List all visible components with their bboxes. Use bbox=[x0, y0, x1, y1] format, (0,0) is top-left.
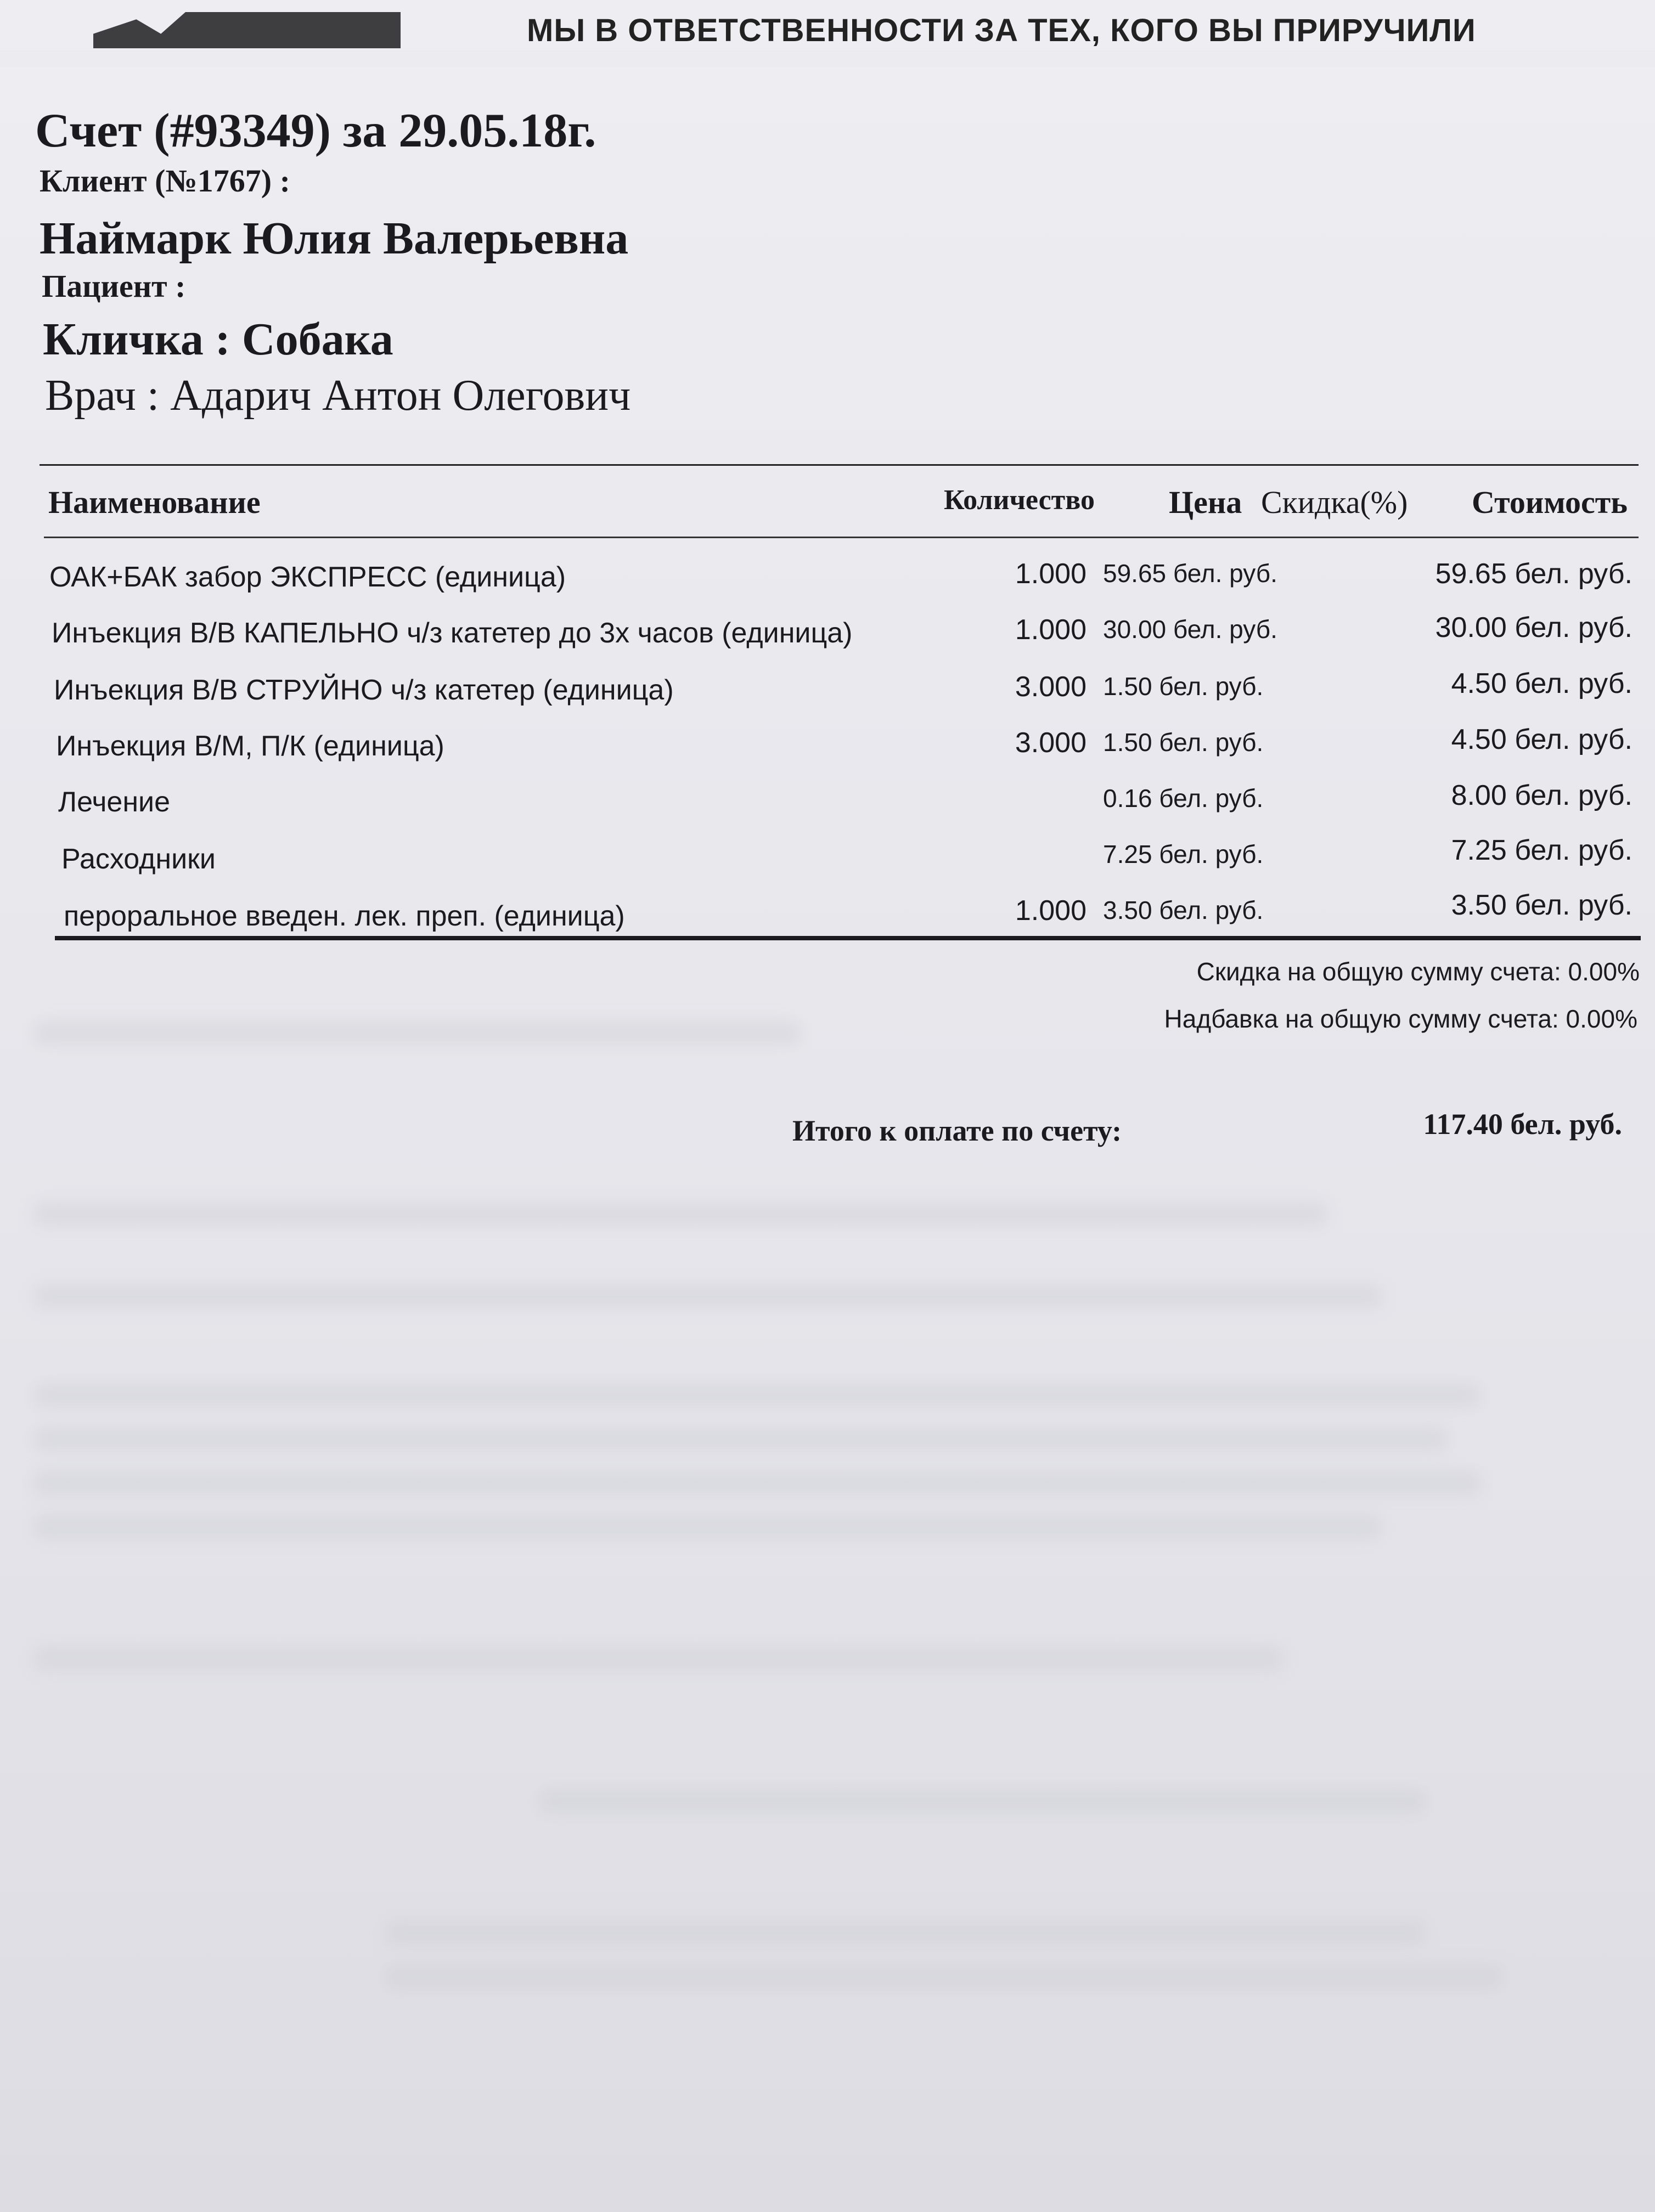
show-through-text bbox=[33, 1383, 1482, 1408]
patient-label: Пациент : bbox=[42, 268, 186, 304]
row-item-name: Лечение bbox=[58, 786, 171, 818]
row-item-name: Инъекция В/М, П/К (единица) bbox=[56, 730, 444, 762]
show-through-text bbox=[538, 1788, 1427, 1814]
discount-summary: Скидка на общую сумму счета: 0.00% bbox=[1196, 957, 1640, 986]
row-price: 3.50 бел. руб. bbox=[1103, 896, 1264, 924]
header-cost: Стоимость bbox=[1472, 484, 1628, 520]
row-cost: 3.50 бел. руб. bbox=[1451, 889, 1633, 921]
invoice-title: Счет (#93349) за 29.05.18г. bbox=[35, 104, 596, 157]
row-qty: 3.000 bbox=[1015, 727, 1087, 759]
row-price: 7.25 бел. руб. bbox=[1103, 840, 1264, 868]
row-cost: 30.00 бел. руб. bbox=[1435, 612, 1633, 644]
client-name: Наймарк Юлия Валерьевна bbox=[40, 213, 629, 264]
row-cost: 4.50 бел. руб. bbox=[1451, 724, 1633, 755]
clinic-slogan: МЫ В ОТВЕТСТВЕННОСТИ ЗА ТЕХ, КОГО ВЫ ПРИРУЧИЛИ bbox=[527, 13, 1476, 48]
show-through-text bbox=[33, 1646, 1284, 1671]
show-through-text bbox=[384, 1964, 1504, 1989]
row-price: 30.00 бел. руб. bbox=[1103, 615, 1277, 644]
row-item-name: Инъекция В/В КАПЕЛЬНО ч/з катетер до 3х часов (единица) bbox=[52, 617, 853, 649]
row-item-name: ОАК+БАК забор ЭКСПРЕСС (единица) bbox=[49, 561, 566, 593]
show-through-text bbox=[33, 1201, 1328, 1227]
clinic-logo bbox=[93, 12, 401, 48]
row-item-name: Инъекция В/В СТРУЙНО ч/з катетер (единица) bbox=[54, 674, 674, 706]
row-cost: 8.00 бел. руб. bbox=[1451, 780, 1633, 811]
show-through-text bbox=[33, 1470, 1482, 1496]
row-cost: 4.50 бел. руб. bbox=[1451, 668, 1633, 699]
header-price: Цена bbox=[1169, 484, 1242, 520]
row-qty: 1.000 bbox=[1015, 558, 1087, 590]
table-header-rule bbox=[44, 537, 1639, 538]
client-label: Клиент (№1767) : bbox=[40, 163, 290, 199]
pet-name: Кличка : Собака bbox=[43, 314, 393, 365]
header-name: Наименование bbox=[48, 484, 261, 520]
row-item-name: Расходники bbox=[61, 843, 216, 875]
table-top-rule bbox=[40, 464, 1639, 466]
show-through-text bbox=[33, 1284, 1383, 1309]
row-price: 1.50 бел. руб. bbox=[1103, 672, 1264, 701]
row-qty: 1.000 bbox=[1015, 895, 1087, 927]
row-qty: 3.000 bbox=[1015, 671, 1087, 703]
total-label: Итого к оплате по счету: bbox=[792, 1114, 1122, 1147]
doctor-name: Врач : Адарич Антон Олегович bbox=[45, 371, 631, 420]
row-cost: 7.25 бел. руб. bbox=[1451, 834, 1633, 866]
markup-summary: Надбавка на общую сумму счета: 0.00% bbox=[1164, 1005, 1637, 1033]
show-through-text bbox=[384, 1920, 1427, 1945]
header-discount: Скидка(%) bbox=[1261, 484, 1408, 520]
row-qty: 1.000 bbox=[1015, 614, 1087, 646]
show-through-text bbox=[33, 1020, 801, 1046]
row-cost: 59.65 бел. руб. bbox=[1435, 558, 1633, 590]
show-through-text bbox=[33, 1514, 1383, 1539]
row-price: 0.16 бел. руб. bbox=[1103, 784, 1264, 812]
header-qty: Количество bbox=[944, 484, 1095, 516]
table-bottom-rule bbox=[55, 936, 1641, 940]
total-value: 117.40 бел. руб. bbox=[1423, 1108, 1622, 1141]
row-price: 1.50 бел. руб. bbox=[1103, 728, 1264, 757]
show-through-text bbox=[33, 1426, 1449, 1452]
row-price: 59.65 бел. руб. bbox=[1103, 559, 1277, 588]
page-cut-edge bbox=[0, 50, 1655, 67]
row-item-name: пероральное введен. лек. преп. (единица) bbox=[64, 900, 625, 932]
